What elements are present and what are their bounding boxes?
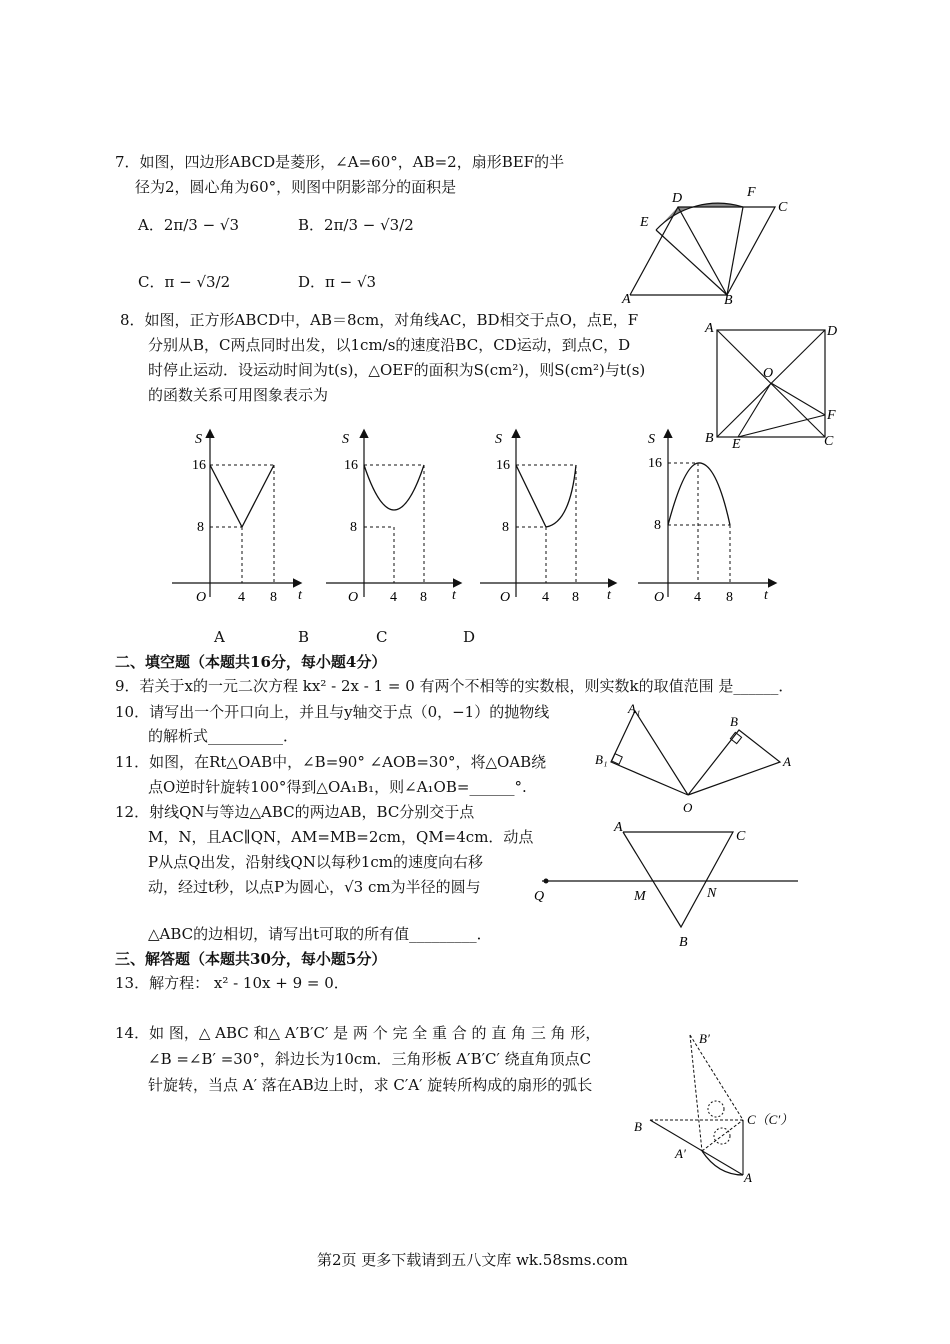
graph-c-origin: O [500,590,511,605]
graph-d-x4: 4 [694,590,701,605]
q12-line2: M，N，且AC∥QN，AM=MB=2cm，QM=4cm．动点 [148,828,534,846]
q8-label-e: E [732,437,741,452]
graph-d-curve [668,463,730,525]
q14-label-c: C（C′） [747,1112,794,1127]
graph-c-curve [516,465,576,527]
graph-label-d: D [463,628,476,646]
graph-label-a: A [214,628,225,646]
graph-d-t-label: t [764,588,768,603]
q12-label-a: A [614,820,623,835]
graph-b-origin: O [348,590,359,605]
graph-a-s-label: S [195,432,202,447]
graph-b-y8: 8 [350,520,357,535]
q8-line1: 8．如图，正方形ABCD中，AB＝8cm，对角线AC，BD相交于点O，点E，F [120,311,639,329]
q7-line1: 7．如图，四边形ABCD是菱形，∠A=60°，AB=2，扇形BEF的半 [115,153,565,171]
graph-a-x8: 8 [270,590,277,605]
q7-label-d: D [672,191,683,206]
graph-d-s-label: S [648,432,655,447]
q12-line1: 12．射线QN与等边△ABC的两边AB，BC分别交于点 [115,803,475,821]
q12-line3: P从点Q出发，沿射线QN以每秒1cm的速度向右移 [148,853,483,871]
graph-b-curve [364,465,424,510]
q13-text: 13．解方程： x² - 10x + 9 = 0． [115,974,349,992]
q7-option-c: C．π − √3/2 [138,273,231,291]
graph-a [172,431,303,605]
section-2-heading: 二、填空题（本题共16分，每小题4分） [115,653,387,671]
q7-option-b: B．2π/3 − √3/2 [298,216,414,234]
q11-line1: 11．如图，在Rt△OAB中，∠B=90° ∠AOB=30°，将△OAB绕 [115,753,547,771]
q7-line2: 径为2，圆心角为60°，则图中阴影部分的面积是 [135,178,457,196]
graph-d-y16: 16 [648,456,662,471]
graph-b-y16: 16 [344,458,358,473]
graph-a-curve [210,465,274,527]
q7-label-b: B [724,293,733,308]
section-3-heading: 三、解答题（本题共30分，每小题5分） [115,950,387,968]
q14-label-b-prime: B′ [699,1031,710,1046]
q8-label-f: F [827,408,836,423]
q12-label-q: Q [534,889,545,904]
graph-c-x4: 4 [542,590,549,605]
graph-c [480,431,615,605]
q11-figure [595,700,805,815]
graph-c-y8: 8 [502,520,509,535]
q9-text: 9．若关于x的一元二次方程 kx² - 2x - 1 = 0 有两个不相等的实数根，则实数k的取值范围 是______． [115,677,794,695]
q12-label-b: B [679,935,688,950]
graph-a-origin: O [196,590,207,605]
graph-c-x8: 8 [572,590,579,605]
q8-line4: 的函数关系可用图象表示为 [148,386,329,404]
q8-graphs [160,425,790,610]
q7-label-a: A [622,292,631,307]
graph-d-x8: 8 [726,590,733,605]
q11-label-b: B [730,714,738,729]
q8-label-c: C [824,434,834,449]
q14-figure [630,1025,800,1185]
graph-a-x4: 4 [238,590,245,605]
graph-a-t-label: t [298,588,302,603]
q7-figure [620,180,800,310]
graph-label-c: C [376,628,388,646]
q12-figure [530,815,805,955]
q14-label-a-prime: A′ [675,1146,686,1161]
graph-c-t-label: t [607,588,611,603]
q11-line2: 点O逆时针旋转100°得到△OA₁B₁，则∠A₁OB=______°. [148,778,527,796]
q7-option-a: A．2π/3 − √3 [138,216,240,234]
q8-label-d: D [827,324,838,339]
q11-label-a: A [783,754,791,769]
graph-d [638,431,775,605]
q11-label-b1: B₁ [595,752,608,767]
q8-label-o: O [763,366,774,381]
q10-line1: 10．请写出一个开口向上，并且与y轴交于点（0，−1）的抛物线 [115,703,550,721]
q8-line3: 时停止运动．设运动时间为t(s)，△OEF的面积为S(cm²)，则S(cm²)与t(s) [148,361,646,379]
q12-line4: 动，经过t秒，以点P为圆心，√3 cm为半径的圆与 [148,878,481,896]
graph-c-y16: 16 [496,458,510,473]
graph-d-y8: 8 [654,518,661,533]
q14-label-b: B [634,1119,642,1134]
graph-c-s-label: S [495,432,502,447]
q12-label-c: C [736,829,746,844]
graph-b-x8: 8 [420,590,427,605]
graph-b-s-label: S [342,432,349,447]
q8-label-b: B [705,431,714,446]
q14-line1: 14．如 图，△ ABC 和△ A′B′C′ 是 两 个 完 全 重 合 的 直 角 三 角 形， [115,1024,601,1042]
graph-a-y8: 8 [197,520,204,535]
graph-a-y16: 16 [192,458,206,473]
q12-line5: △ABC的边相切，请写出t可取的所有值_________． [148,925,492,943]
q14-line2: ∠B =∠B′ =30°，斜边长为10cm．三角形板 A′B′C′ 绕直角顶点C [148,1050,592,1068]
q14-label-a: A [744,1170,752,1185]
graph-d-origin: O [654,590,665,605]
q7-option-d: D．π − √3 [298,273,377,291]
graph-label-b: B [298,628,310,646]
q8-label-a: A [705,321,714,336]
q12-label-n: N [707,886,717,901]
q14-line3: 针旋转，当点 A′ 落在AB边上时，求 C′A′ 旋转所构成的扇形的弧长 [148,1076,593,1094]
q8-line2: 分别从B，C两点同时出发，以1cm/s的速度沿BC，CD运动，到点C，D [148,336,631,354]
q12-label-m: M [634,889,646,904]
q11-label-o: O [683,800,693,815]
q7-label-c: C [778,200,788,215]
q11-label-a1: A₁ [628,701,641,716]
graph-b [326,431,460,605]
q10-line2: 的解析式__________． [148,727,299,745]
graph-b-x4: 4 [390,590,397,605]
graph-b-t-label: t [452,588,456,603]
q7-label-e: E [640,215,649,230]
page-footer: 第2页 更多下载请到五八文库 wk.58sms.com [317,1251,628,1269]
q7-label-f: F [747,185,756,200]
